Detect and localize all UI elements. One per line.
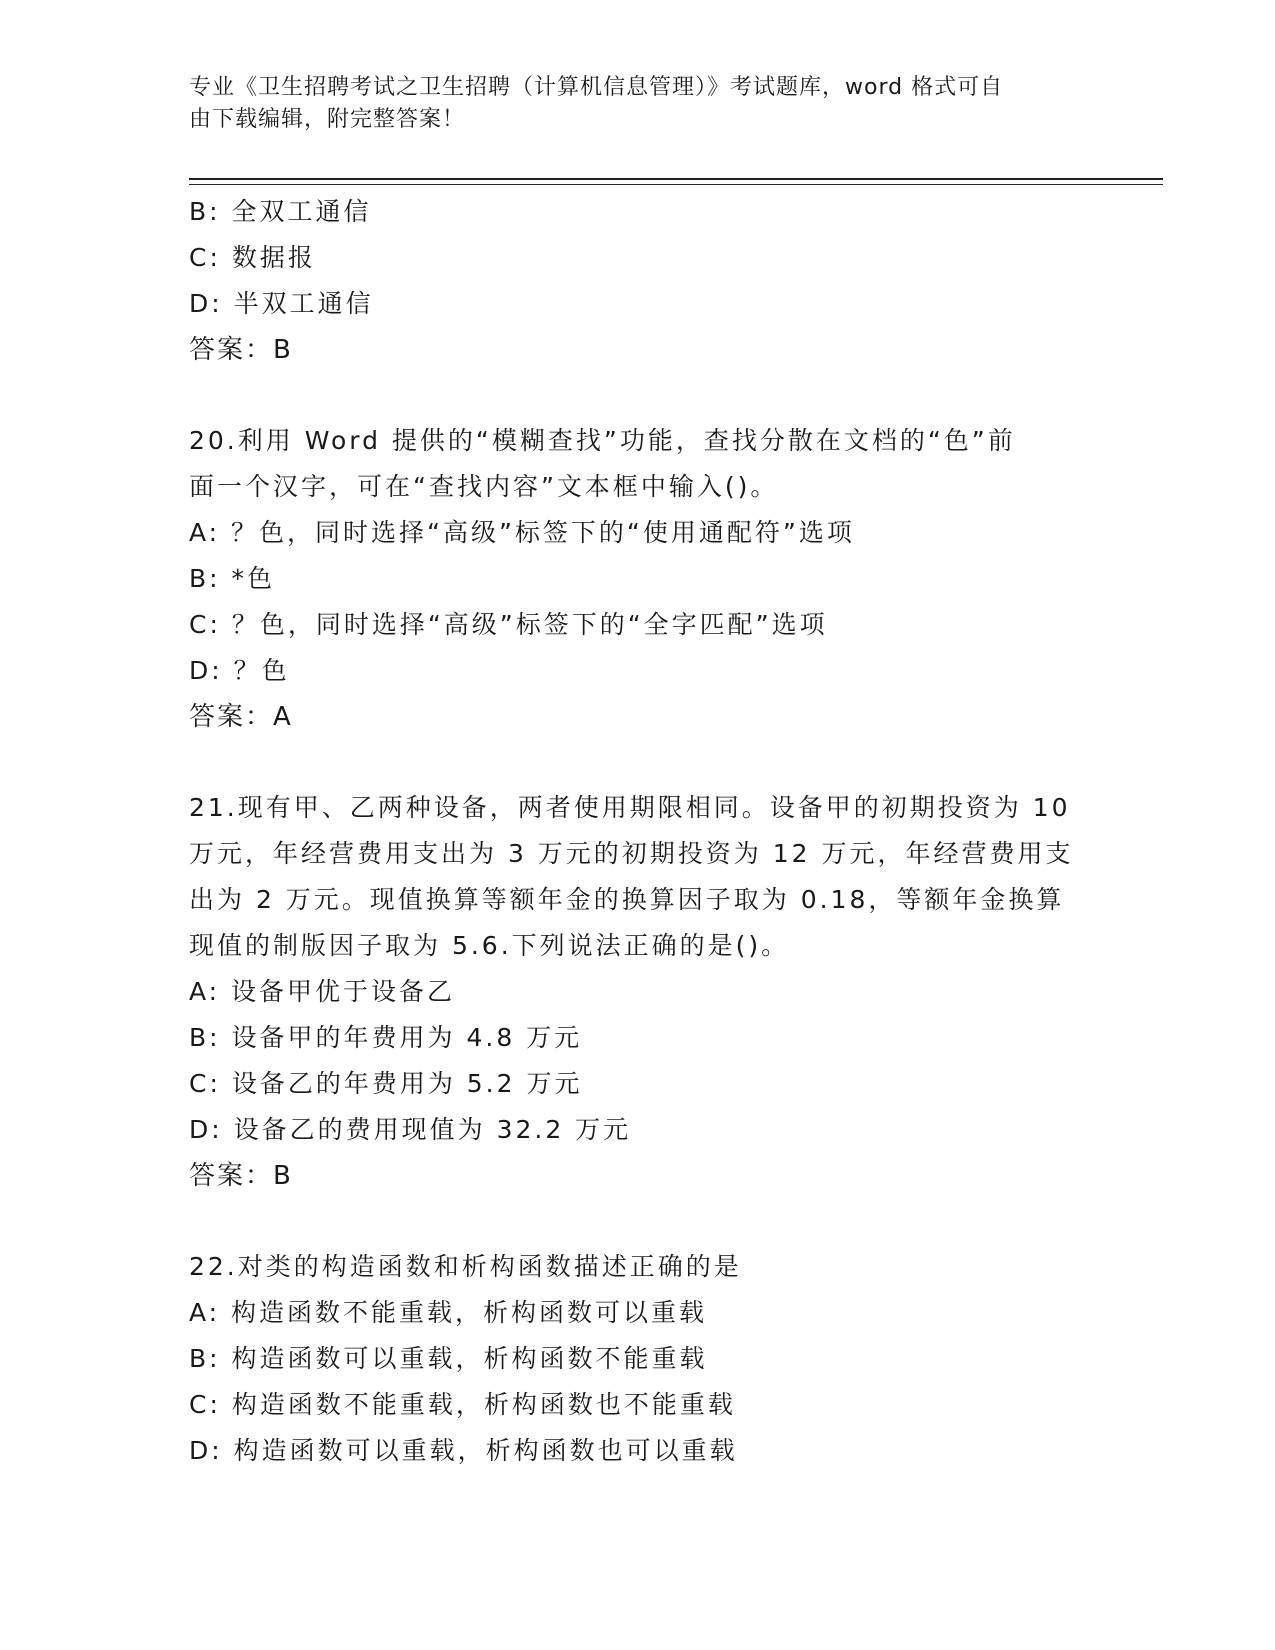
question-stem-line: 面一个汉字，可在“查找内容”文本框中输入()。 xyxy=(189,472,779,501)
option-c: C: 数据报 xyxy=(189,243,316,272)
document-body xyxy=(189,189,1089,1474)
question-stem-line: 22.对类的构造函数和析构函数描述正确的是 xyxy=(189,1252,742,1281)
option-b: B: *色 xyxy=(189,564,276,593)
header-line-1: 专业《卫生招聘考试之卫生招聘（计算机信息管理）》考试题库，word 格式可自 xyxy=(189,75,1004,100)
question-stem-line: 20.利用 Word 提供的“模糊查找”功能，查找分散在文档的“色”前 xyxy=(189,426,1016,455)
question-stem-line: 万元，年经营费用支出为 3 万元的初期投资为 12 万元，年经营费用支 xyxy=(189,839,1074,868)
question-stem-line: 21.现有甲、乙两种设备，两者使用期限相同。设备甲的初期投资为 10 xyxy=(189,793,1071,822)
option-b: B: 全双工通信 xyxy=(189,197,372,226)
option-d: D: ？色 xyxy=(189,656,290,685)
option-d: D: 设备乙的费用现值为 32.2 万元 xyxy=(189,1115,632,1144)
option-b: B: 构造函数可以重载，析构函数不能重载 xyxy=(189,1344,708,1373)
header-divider-thick xyxy=(189,178,1163,180)
question-22 xyxy=(189,1244,1089,1474)
header-divider-thin xyxy=(189,184,1163,185)
option-c: C: 构造函数不能重载，析构函数也不能重载 xyxy=(189,1390,736,1419)
document-header xyxy=(189,72,1089,136)
option-c: C: 设备乙的年费用为 5.2 万元 xyxy=(189,1069,583,1098)
answer-line: 答案：B xyxy=(189,1161,293,1191)
spacer xyxy=(189,373,1089,418)
option-c: C: ？色，同时选择“高级”标签下的“全字匹配”选项 xyxy=(189,610,828,639)
option-a: A: ？色，同时选择“高级”标签下的“使用通配符”选项 xyxy=(189,518,855,547)
spacer xyxy=(189,740,1089,785)
option-d: D: 半双工通信 xyxy=(189,289,374,318)
answer-line: 答案：A xyxy=(189,702,293,732)
answer-line: 答案：B xyxy=(189,335,293,365)
option-a: A: 构造函数不能重载，析构函数可以重载 xyxy=(189,1298,708,1327)
spacer xyxy=(189,1199,1089,1244)
question-19-tail xyxy=(189,189,1089,373)
option-b: B: 设备甲的年费用为 4.8 万元 xyxy=(189,1023,583,1052)
header-line-2: 由下载编辑，附完整答案！ xyxy=(189,107,466,132)
option-a: A: 设备甲优于设备乙 xyxy=(189,977,456,1006)
question-21 xyxy=(189,785,1089,1199)
option-d: D: 构造函数可以重载，析构函数也可以重载 xyxy=(189,1436,738,1465)
question-20 xyxy=(189,418,1089,740)
question-stem-line: 出为 2 万元。现值换算等额年金的换算因子取为 0.18，等额年金换算 xyxy=(189,885,1065,914)
question-stem-line: 现值的制版因子取为 5.6.下列说法正确的是()。 xyxy=(189,931,790,960)
